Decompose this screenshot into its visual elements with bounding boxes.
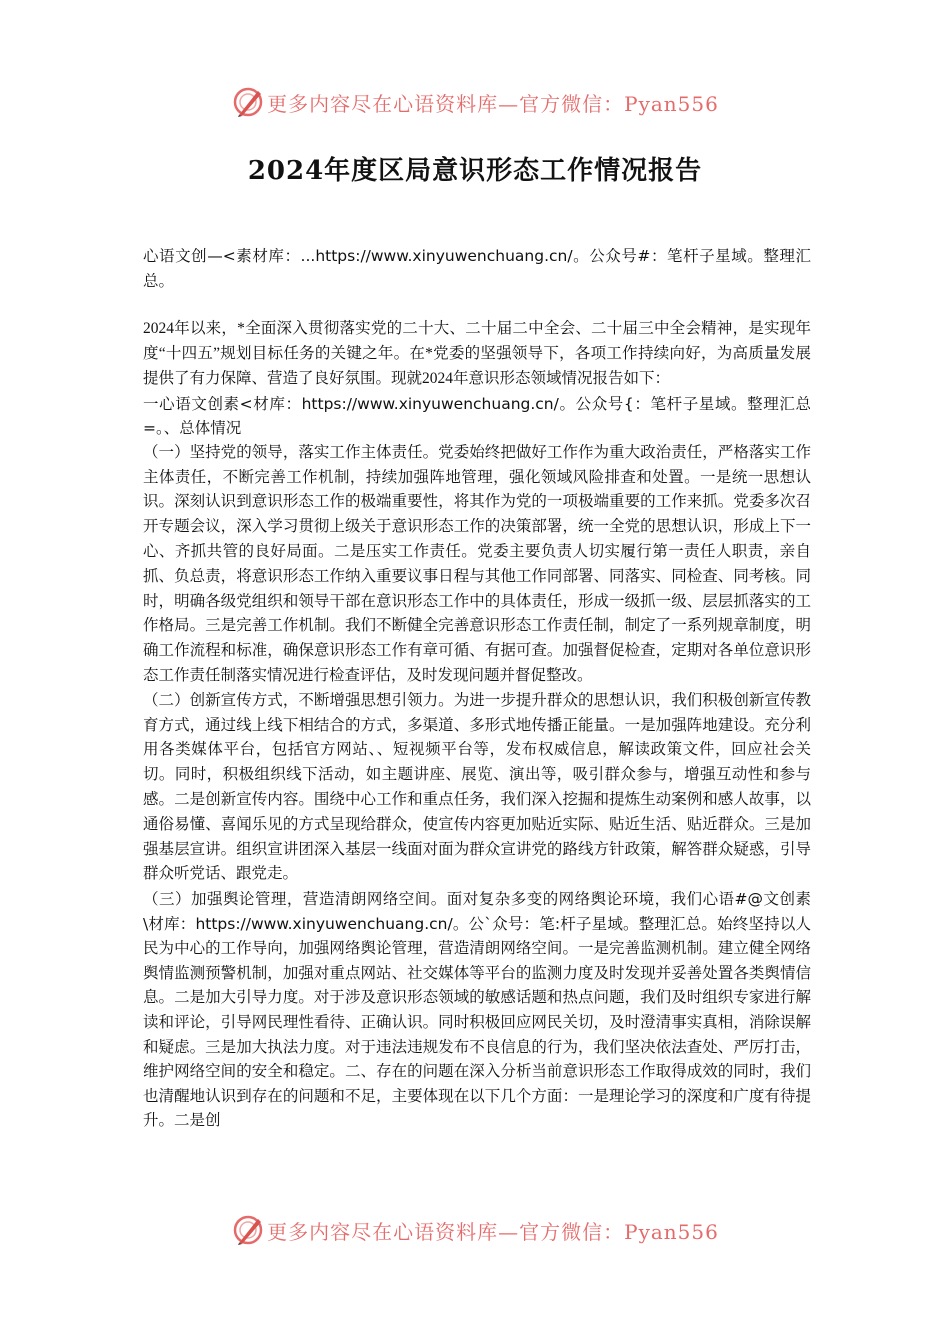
watermark-text: 更多内容尽在心语资料库—官方微信：Pyan556 [267, 1219, 719, 1244]
paragraph-intro: 2024年以来，*全面深入贯彻落实党的二十大、二十届二中全会、二十届三中全会精神，是实现年度“十四五”规划目标任务的关键之年。在*党委的坚强领导下，各项工作持续向好，为高质量发展提供了有力保障、营造了良好氛围。现就2024年意识形态领域情况报告如下： [143, 320, 811, 387]
document-body [143, 244, 811, 1133]
document-title: 2024年度区局意识形态工作情况报告 [247, 156, 703, 186]
watermark-text: 更多内容尽在心语资料库—官方微信：Pyan556 [267, 91, 719, 116]
paragraph-section-1: （一）坚持党的领导，落实工作主体责任。党委始终把做好工作作为重大政治责任，严格落实工作主体责任，不断完善工作机制，持续加强阵地管理，强化领域风险排查和处置。一是统一思想认识。深刻认识到意识形态工作的极端重要性，将其作为党的一项极端重要的工作来抓。党委多次召开专题会议，深入学习贯彻上级关于意识形态工作的决策部署，统一全党的思想认识，形成上下一心、齐抓共管的良好局面。二是压实工作责任。党委主要负责人切实履行第一责任人职责，亲自抓、负总责，将意识形态工作纳入重要议事日程与其他工作同部署、同落实、同检查、同考核。同时，明确各级党组织和领导干部在意识形态工作中的具体责任，形成一级抓一级、层层抓落实的工作格局。三是完善工作机制。我们不断健全完善意识形态工作责任制，制定了一系列规章制度，明确工作流程和标准，确保意识形态工作有章可循、有据可查。加强督促检查，定期对各单位意识形态工作责任制落实情况进行检查评估，及时发现问题并督促整改。 [143, 443, 811, 684]
paragraph-section-3: （三）加强舆论管理，营造清朗网络空间。面对复杂多变的网络舆论环境，我们心语#@文创素\材库：https://www.xinyuwenchuang.cn/。公`众号：笔:杆子星域。整理汇总。始终坚持以人民为中心的工作导向，加强网络舆论管理，营造清朗网络空间。一是完善监测机制。建立健全网络舆情监测预警机制，加强对重点网站、社交媒体等平台的监测力度及时发现并妥善处置各类舆情信息。二是加大引导力度。对于涉及意识形态领域的敏感话题和热点问题，我们及时组织专家进行解读和评论，引导网民理性看待、正确认识。同时积极回应网民关切，及时澄清事实真相，消除误解和疑虑。三是加大执法力度。对于违法违规发布不良信息的行为，我们坚决依法查处、严厉打击，维护网络空间的安全和稳定。二、存在的问题在深入分析当前意识形态工作取得成效的同时，我们也清醒地认识到存在的问题和不足，主要体现在以下几个方面：一是理论学习的深度和广度有待提升。二是创 [143, 890, 811, 1130]
pen-logo-icon [231, 85, 265, 119]
pen-logo-icon [231, 1213, 265, 1247]
watermark-banner-bottom [0, 1210, 950, 1250]
watermark-banner-top [0, 82, 950, 122]
paragraph-section-2: （二）创新宣传方式，不断增强思想引领力。为进一步提升群众的思想认识，我们积极创新宣传教育方式，通过线上线下相结合的方式，多渠道、多形式地传播正能量。一是加强阵地建设。充分利用各类媒体平台，包括官方网站、、短视频平台等，发布权威信息，解读政策文件，回应社会关切。同时，积极组织线下活动，如主题讲座、展览、演出等，吸引群众参与，增强互动性和参与感。二是创新宣传内容。围绕中心工作和重点任务，我们深入挖掘和提炼生动案例和感人故事，以通俗易懂、喜闻乐见的方式呈现给群众，使宣传内容更加贴近实际、贴近生活、贴近群众。三是加强基层宣讲。组织宣讲团深入基层一线面对面为群众宣讲党的路线方针政策，解答群众疑惑，引导群众听党话、跟党走。 [143, 691, 811, 883]
paragraph-overview-heading: 一心语文创素<材库：https://www.xinyuwenchuang.cn/。公众号{：笔杆子星域。整理汇总=。、总体情况 [143, 394, 811, 438]
paragraph-source-note: 心语文创—<素材库：...https://www.xinyuwenchuang.cn/。公众号#：笔杆子星域。整理汇总。 [143, 247, 811, 290]
